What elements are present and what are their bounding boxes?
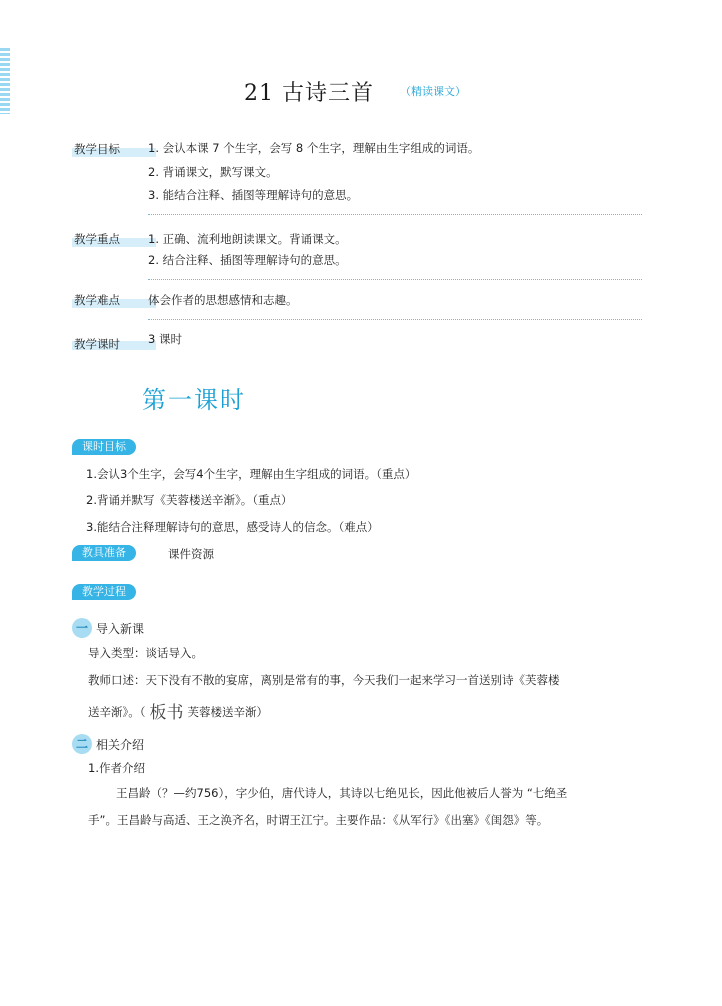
prep-text: 课件资源 — [168, 547, 214, 561]
title-row — [0, 74, 722, 108]
key-point-line-1: 1. 正确、流利地朗读课文。背诵课文。 — [148, 232, 347, 246]
lesson-goal-line-2: 2.背诵并默写《芙蓉楼送辛渐》。（重点） — [86, 493, 293, 507]
key-point-line-2: 2. 结合注释、插图等理解诗句的意思。 — [148, 253, 347, 267]
difficulty-text: 体会作者的思想感情和志趣。 — [148, 293, 298, 307]
divider — [148, 279, 642, 280]
prep-pill: 教具准备 — [72, 545, 136, 561]
lesson-heading: 第一课时 — [142, 386, 246, 414]
board-line-suffix: 芙蓉楼送辛渐） — [187, 705, 268, 719]
author-intro-line-1: 王昌龄（？—约756），字少伯，唐代诗人，其诗以七绝见长，因此他被后人誉为 “七绝圣 — [116, 786, 568, 800]
board-line-prefix: 送辛渐》。（ — [88, 705, 146, 719]
goal-line-1: 1. 会认本课 7 个生字，会写 8 个生字，理解由生字组成的词语。 — [148, 141, 480, 155]
hours-label: 教学课时 — [74, 337, 120, 351]
page-title: 21 古诗三首 — [244, 81, 374, 106]
hours-text: 3 课时 — [148, 332, 182, 346]
section-title: 相关介绍 — [96, 738, 145, 752]
lesson-goals-pill: 课时目标 — [72, 439, 136, 455]
author-intro-subtitle: 1.作者介绍 — [88, 761, 145, 775]
divider — [148, 214, 642, 215]
teacher-speech-line: 教师口述：天下没有不散的宴席，离别是常有的事，今天我们一起来学习一首送别诗《芙蓉楼 — [88, 673, 560, 687]
lesson-goal-line-1: 1.会认3个生字，会写4个生字，理解由生字组成的词语。（重点） — [86, 467, 417, 481]
section-number-badge: 一 — [72, 618, 92, 638]
intro-type-line: 导入类型：谈话导入。 — [88, 646, 203, 660]
key-points-label: 教学重点 — [74, 232, 120, 246]
difficulty-label: 教学难点 — [74, 293, 120, 307]
goals-label: 教学目标 — [74, 142, 120, 156]
process-pill: 教学过程 — [72, 584, 136, 600]
goal-line-2: 2. 背诵课文，默写课文。 — [148, 165, 278, 179]
lesson-goal-line-3: 3.能结合注释理解诗句的意思，感受诗人的信念。（难点） — [86, 520, 379, 534]
section-title: 导入新课 — [96, 622, 145, 636]
board-line — [88, 698, 268, 723]
lesson-type-tag: （精读课文） — [400, 85, 466, 98]
goal-line-3: 3. 能结合注释、插图等理解诗句的意思。 — [148, 188, 359, 202]
board-mark: 板书 — [149, 703, 184, 723]
section-number-badge: 二 — [72, 734, 92, 754]
author-intro-line-2: 手”。王昌龄与高适、王之涣齐名，时谓王江宁。主要作品：《从军行》《出塞》《闺怨》等。 — [88, 813, 549, 827]
divider — [148, 319, 642, 320]
